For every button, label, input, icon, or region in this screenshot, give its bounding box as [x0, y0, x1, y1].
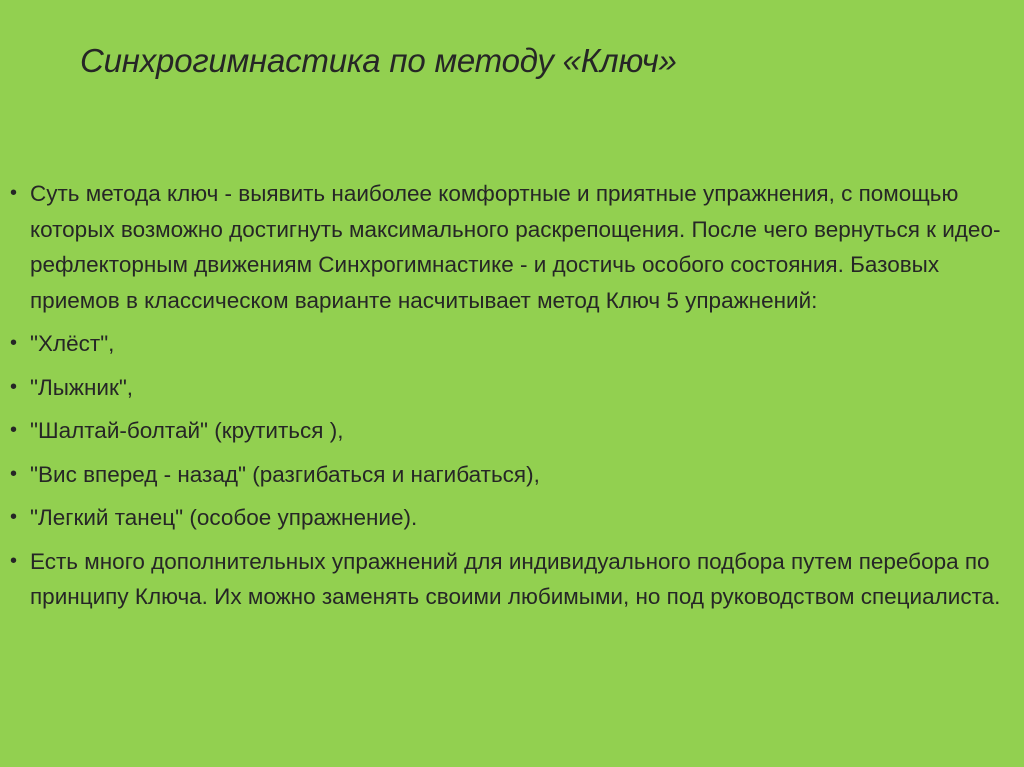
bullet-item-vis-vpered-nazad: [8, 457, 1008, 493]
bullet-text: "Легкий танец" (особое упражнение).: [30, 505, 418, 530]
bullet-item-method-essence: [8, 176, 1008, 318]
bullet-dot-icon: •: [10, 462, 18, 485]
bullet-text: Есть много дополнительных упражнений для индивидуального подбора путем перебора по принципу Ключа. Их можно заменять своими любимыми, но под руководством специалиста.: [30, 548, 1001, 609]
bullet-text: "Вис вперед - назад" (разгибаться и нагибаться),: [30, 461, 540, 487]
bullet-item-khlest: [8, 326, 1008, 362]
bullet-item-legkii-tanets: [8, 500, 1008, 536]
bullet-text: "Шалтай-болтай" (крутиться ),: [30, 418, 344, 443]
bullet-text: "Лыжник",: [30, 374, 134, 400]
bullet-text: "Хлёст",: [30, 331, 115, 356]
bullet-dot-icon: •: [10, 419, 18, 441]
bullet-item-shaltai-boltai: [8, 413, 1008, 449]
bullet-dot-icon: •: [10, 506, 18, 528]
bullet-item-lyzhnik: [8, 370, 1008, 406]
bullet-text: Суть метода ключ - выявить наиболее комфортные и приятные упражнения, с помощью которых возможно достигнуть максимального раскрепощения. После чего вернуться к идео-рефлекторным движениям Синхрогимнастике - и достичь особого состояния. Базовых приемов в классическом варианте насчитывает метод Ключ 5 упражнений:: [30, 181, 1001, 313]
bullet-dot-icon: •: [10, 182, 18, 204]
bullet-item-additional-exercises: [8, 544, 1008, 615]
slide-title: Синхрогимнастика по методу «Ключ»: [80, 42, 677, 79]
bullet-dot-icon: •: [10, 375, 18, 398]
bullet-dot-icon: •: [10, 549, 18, 572]
bullet-dot-icon: •: [10, 332, 18, 354]
bullet-list: [8, 176, 1008, 623]
